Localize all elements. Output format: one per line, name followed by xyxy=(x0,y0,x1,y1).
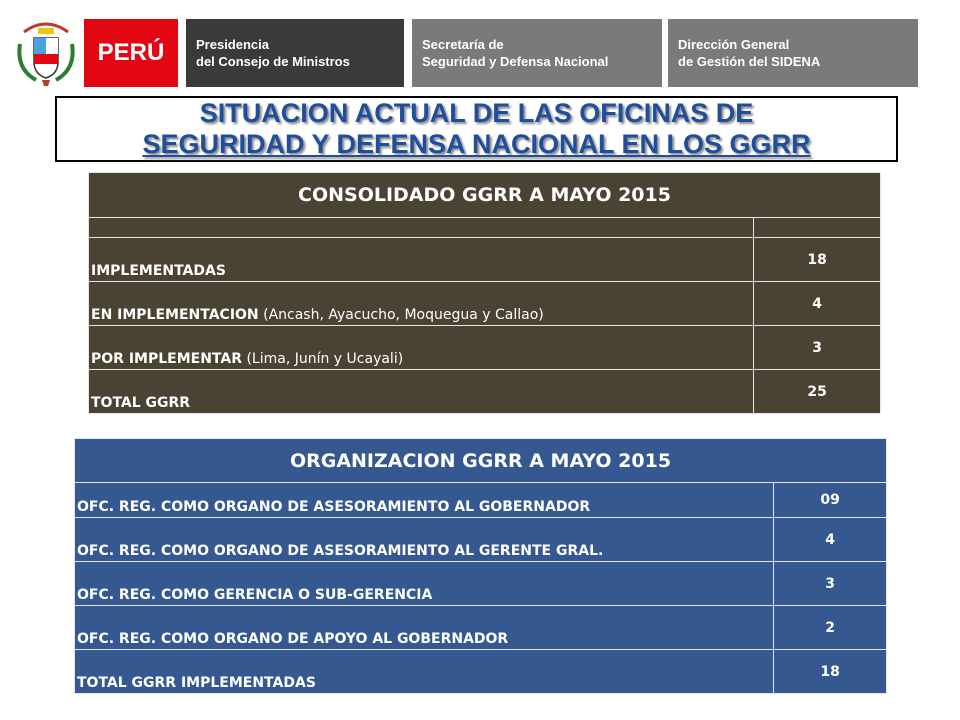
label-bold: OFC. REG. COMO ORGANO DE ASESORAMIENTO AL GERENTE GRAL. xyxy=(77,543,604,559)
peru-brand-badge xyxy=(84,19,178,87)
table-row-value: 2 xyxy=(774,606,887,650)
label-detail: (Ancash, Ayacucho, Moquegua y Callao) xyxy=(258,307,544,323)
page-title xyxy=(55,96,898,162)
label-bold: EN IMPLEMENTACION xyxy=(91,307,259,323)
table-row-value: 25 xyxy=(754,370,881,414)
table-row-value: 4 xyxy=(754,282,881,326)
table-row-label xyxy=(75,562,774,606)
table-row-value: 3 xyxy=(774,562,887,606)
header-direccion xyxy=(668,19,918,87)
peru-coat-of-arms-icon xyxy=(14,14,78,90)
label-bold: TOTAL GGRR xyxy=(91,395,191,411)
header-line: Presidencia xyxy=(196,37,269,52)
header-line: de Gestión del SIDENA xyxy=(678,54,821,69)
table-row-label xyxy=(89,238,754,282)
peru-brand-text: PERÚ xyxy=(97,39,165,66)
label-detail: (Lima, Junín y Ucayali) xyxy=(242,351,404,367)
header-line: del Consejo de Ministros xyxy=(196,54,350,69)
table-row-label xyxy=(89,282,754,326)
table-cell xyxy=(754,218,881,238)
table-cell xyxy=(89,218,754,238)
table-row-label xyxy=(75,606,774,650)
label-bold: OFC. REG. COMO ORGANO DE APOYO AL GOBERNADOR xyxy=(77,631,509,647)
header-presidencia xyxy=(186,19,404,87)
label-bold: TOTAL GGRR IMPLEMENTADAS xyxy=(77,675,316,691)
label-bold: OFC. REG. COMO ORGANO DE ASESORAMIENTO AL GOBERNADOR xyxy=(77,499,591,515)
header-line: Secretaría de xyxy=(422,37,504,52)
title-line-2: SEGURIDAD Y DEFENSA NACIONAL EN LOS GGRR xyxy=(142,129,811,159)
table-row-label xyxy=(89,326,754,370)
organizacion-table xyxy=(74,438,887,694)
table-row-value: 4 xyxy=(774,518,887,562)
table-row-label xyxy=(75,650,774,694)
table-heading: ORGANIZACION GGRR A MAYO 2015 xyxy=(75,439,887,483)
label-bold: POR IMPLEMENTAR xyxy=(91,351,242,367)
header-secretaria xyxy=(412,19,662,87)
table-row-label xyxy=(89,370,754,414)
table-row-value: 09 xyxy=(774,483,887,518)
header-line: Dirección General xyxy=(678,37,790,52)
header-line: Seguridad y Defensa Nacional xyxy=(422,54,609,69)
table-heading: CONSOLIDADO GGRR A MAYO 2015 xyxy=(89,173,881,218)
table-row-label xyxy=(75,518,774,562)
table-row-label xyxy=(75,483,774,518)
label-bold: OFC. REG. COMO GERENCIA O SUB-GERENCIA xyxy=(77,587,433,603)
table-row-value: 18 xyxy=(774,650,887,694)
table-row-value: 3 xyxy=(754,326,881,370)
label-bold: IMPLEMENTADAS xyxy=(91,263,226,279)
table-row-value: 18 xyxy=(754,238,881,282)
consolidado-table xyxy=(88,172,881,414)
title-line-1: SITUACION ACTUAL DE LAS OFICINAS DE xyxy=(199,98,754,128)
